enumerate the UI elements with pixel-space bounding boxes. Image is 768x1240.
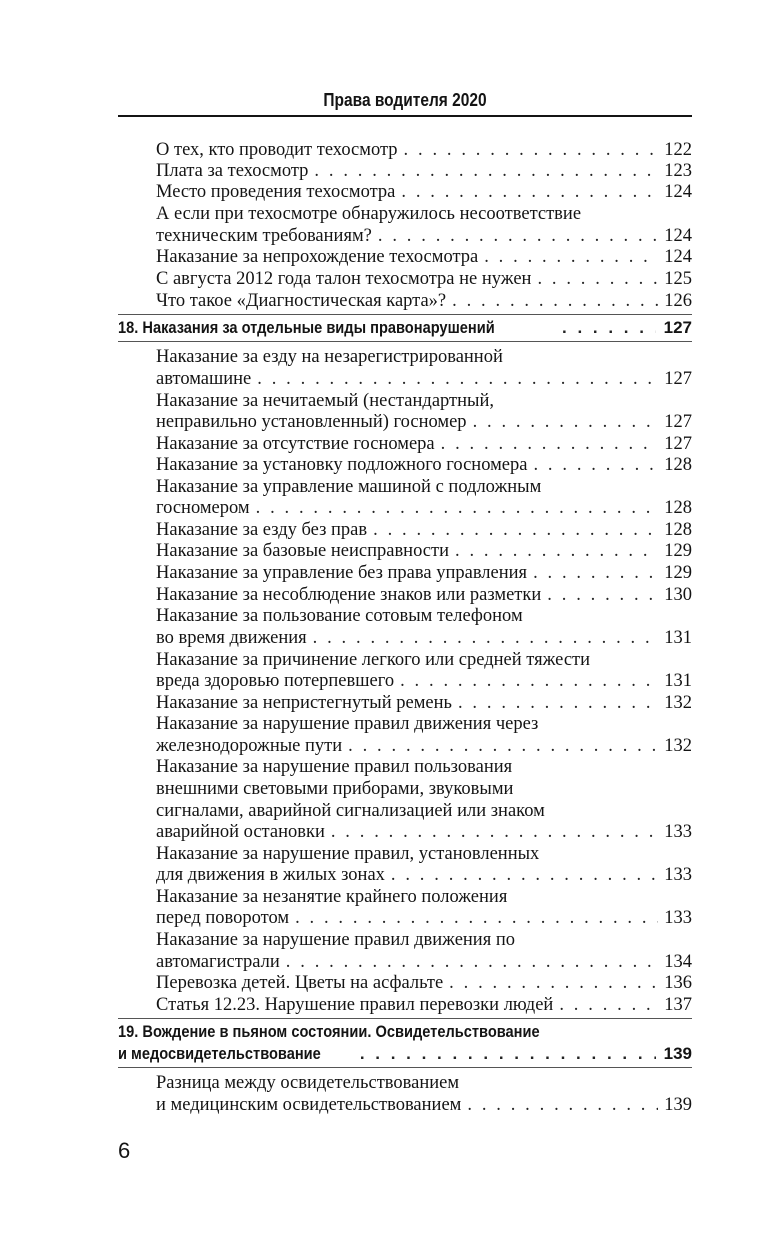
leader-dots bbox=[373, 519, 658, 541]
leader-dots bbox=[313, 627, 658, 649]
toc-entry-title: Перевозка детей. Цветы на асфальте bbox=[156, 973, 444, 993]
toc-entry-title: С августа 2012 года талон техосмотра не нужен bbox=[156, 269, 532, 289]
toc-entry[interactable] bbox=[156, 562, 692, 584]
toc-entry[interactable] bbox=[156, 519, 692, 541]
toc-entry-title: внешними световыми приборами, звуковыми bbox=[156, 779, 514, 799]
leader-dots bbox=[533, 562, 658, 584]
toc-entry-page: 122 bbox=[664, 140, 692, 160]
toc-entry-title: госномером bbox=[156, 498, 250, 518]
toc-entry-title: сигналами, аварийной сигнализацией или знаком bbox=[156, 801, 545, 821]
toc-entry[interactable] bbox=[156, 368, 692, 390]
toc-entry-title: Наказание за установку подложного госномера bbox=[156, 455, 528, 475]
toc-entry[interactable] bbox=[156, 670, 692, 692]
toc-entry[interactable] bbox=[156, 290, 692, 312]
toc-entry-title: Статья 12.23. Нарушение правил перевозки людей bbox=[156, 995, 554, 1015]
toc-entry-page: 128 bbox=[664, 498, 692, 518]
toc-entry-title: Наказание за управление машиной с подложным bbox=[156, 477, 542, 497]
toc-entry-title: Наказание за пользование сотовым телефоном bbox=[156, 606, 523, 626]
leader-dots bbox=[473, 411, 658, 433]
toc-entry-title: О тех, кто проводит техосмотр bbox=[156, 140, 398, 160]
toc-entry-page: 124 bbox=[664, 182, 692, 202]
toc-entry-title: Наказание за нарушение правил движения через bbox=[156, 714, 539, 734]
toc-entry-page: 136 bbox=[664, 973, 692, 993]
toc-entry[interactable] bbox=[156, 160, 692, 182]
toc-entry-title: во время движения bbox=[156, 628, 307, 648]
toc-entry-page: 132 bbox=[664, 693, 692, 713]
toc-entry-title: Наказание за непристегнутый ремень bbox=[156, 693, 452, 713]
toc-chapter[interactable] bbox=[118, 1043, 692, 1065]
toc-entry-line[interactable] bbox=[156, 843, 692, 865]
toc-entry[interactable] bbox=[156, 864, 692, 886]
toc-entry[interactable] bbox=[156, 972, 692, 994]
toc-chapter[interactable] bbox=[118, 317, 692, 339]
toc-entry[interactable] bbox=[156, 454, 692, 476]
section-divider bbox=[118, 314, 692, 315]
toc-entry[interactable] bbox=[156, 584, 692, 606]
toc-entry-line[interactable] bbox=[156, 605, 692, 627]
toc-entry-title: Наказание за базовые неисправности bbox=[156, 541, 449, 561]
toc-entry[interactable] bbox=[156, 540, 692, 562]
leader-dots bbox=[391, 864, 658, 886]
leader-dots bbox=[533, 454, 658, 476]
toc-entry-page: 131 bbox=[664, 628, 692, 648]
toc-entry-page: 127 bbox=[664, 412, 692, 432]
toc-chapter-title: и медосвидетельствование bbox=[118, 1044, 321, 1063]
toc-entry-page: 127 bbox=[664, 369, 692, 389]
toc-chapter-title: 18. Наказания за отдельные виды правонарушений bbox=[118, 318, 495, 337]
toc-entry-title: Место проведения техосмотра bbox=[156, 182, 396, 202]
toc-entry-line[interactable] bbox=[156, 390, 692, 412]
toc-entry[interactable] bbox=[156, 268, 692, 290]
toc-entry[interactable] bbox=[156, 433, 692, 455]
toc-entry-title: вреда здоровью потерпевшего bbox=[156, 671, 395, 691]
toc-entry-page: 133 bbox=[664, 865, 692, 885]
toc-entry[interactable] bbox=[156, 181, 692, 203]
toc-entry-page: 133 bbox=[664, 822, 692, 842]
toc-chapter-title: 19. Вождение в пьяном состоянии. Освидетельствование bbox=[118, 1022, 540, 1041]
toc-entry-page: 128 bbox=[664, 520, 692, 540]
leader-dots bbox=[562, 317, 656, 339]
toc-entry-page: 127 bbox=[664, 434, 692, 454]
toc-entry-title: автомагистрали bbox=[156, 952, 280, 972]
leader-dots bbox=[467, 1094, 658, 1116]
toc-entry[interactable] bbox=[156, 692, 692, 714]
toc-entry[interactable] bbox=[156, 627, 692, 649]
leader-dots bbox=[331, 821, 658, 843]
toc-entry-page: 131 bbox=[664, 671, 692, 691]
toc-entry-page: 139 bbox=[664, 1095, 692, 1115]
toc-entry-line[interactable] bbox=[156, 800, 692, 822]
toc-entry[interactable] bbox=[156, 994, 692, 1016]
section-divider bbox=[118, 341, 692, 342]
toc-entry-page: 128 bbox=[664, 455, 692, 475]
toc-entry-page: 123 bbox=[664, 161, 692, 181]
toc-entry-line[interactable] bbox=[156, 649, 692, 671]
toc-entry-line[interactable] bbox=[156, 1072, 692, 1094]
toc-entry-title: автомашине bbox=[156, 369, 252, 389]
toc-entry[interactable] bbox=[156, 1094, 692, 1116]
toc-entry-title: Наказание за нарушение правил движения по bbox=[156, 930, 515, 950]
leader-dots bbox=[360, 1043, 656, 1065]
leader-dots bbox=[452, 290, 658, 312]
toc-entry-page: 125 bbox=[664, 269, 692, 289]
leader-dots bbox=[257, 368, 658, 390]
toc-chapter-page: 139 bbox=[663, 1044, 692, 1063]
toc-entry-title: Наказание за нарушение правил, установленных bbox=[156, 844, 540, 864]
page-number: 6 bbox=[118, 1138, 131, 1163]
toc-entry[interactable] bbox=[156, 907, 692, 929]
toc-entry-page: 130 bbox=[664, 585, 692, 605]
toc-entry-title: Наказание за причинение легкого или средней тяжести bbox=[156, 650, 591, 670]
toc-entry-line[interactable] bbox=[156, 886, 692, 908]
toc-entry-title: Что такое «Диагностическая карта»? bbox=[156, 291, 447, 311]
section-divider bbox=[118, 1067, 692, 1068]
leader-dots bbox=[559, 994, 658, 1016]
toc-entry-title: перед поворотом bbox=[156, 908, 290, 928]
toc-entry-page: 129 bbox=[664, 563, 692, 583]
leader-dots bbox=[400, 670, 658, 692]
toc-entry-title: Наказание за управление без права управления bbox=[156, 563, 528, 583]
toc-entry-line[interactable] bbox=[156, 476, 692, 498]
toc-entry[interactable] bbox=[156, 951, 692, 973]
leader-dots bbox=[286, 951, 658, 973]
toc-entry[interactable] bbox=[156, 411, 692, 433]
running-header: Права водителя 2020 bbox=[323, 90, 487, 110]
toc-entry-title: А если при техосмотре обнаружилось несоответствие bbox=[156, 204, 582, 224]
toc-entry-page: 129 bbox=[664, 541, 692, 561]
toc-entry-page: 124 bbox=[664, 226, 692, 246]
leader-dots bbox=[404, 139, 658, 161]
toc-entry-title: Наказание за несоблюдение знаков или разметки bbox=[156, 585, 542, 605]
toc-entry[interactable] bbox=[156, 735, 692, 757]
toc-entry-line[interactable] bbox=[156, 778, 692, 800]
leader-dots bbox=[256, 497, 658, 519]
toc-entry-line[interactable] bbox=[156, 713, 692, 735]
toc-entry[interactable] bbox=[156, 497, 692, 519]
toc-entry-title: и медицинским освидетельствованием bbox=[156, 1095, 462, 1115]
toc-entry-page: 133 bbox=[664, 908, 692, 928]
toc-entry-page: 126 bbox=[664, 291, 692, 311]
toc-entry-title: Наказание за отсутствие госномера bbox=[156, 434, 435, 454]
toc-chapter-line[interactable] bbox=[118, 1021, 692, 1043]
toc-entry-title: Разница между освидетельствованием bbox=[156, 1073, 460, 1093]
toc-entry-page: 124 bbox=[664, 247, 692, 267]
toc-entry-page: 137 bbox=[664, 995, 692, 1015]
toc-entry-title: Наказание за нечитаемый (нестандартный, bbox=[156, 391, 494, 411]
leader-dots bbox=[441, 433, 658, 455]
toc-entry-line[interactable] bbox=[156, 929, 692, 951]
toc-chapter-page: 127 bbox=[663, 318, 692, 337]
toc-entry-title: железнодорожные пути bbox=[156, 736, 343, 756]
toc-entry-title: Наказание за нарушение правил пользования bbox=[156, 757, 513, 777]
leader-dots bbox=[314, 160, 658, 182]
leader-dots bbox=[484, 246, 658, 268]
toc-entry[interactable] bbox=[156, 139, 692, 161]
toc-entry-title: техническим требованиям? bbox=[156, 226, 372, 246]
toc-entry-title: Плата за техосмотр bbox=[156, 161, 309, 181]
leader-dots bbox=[295, 907, 658, 929]
leader-dots bbox=[449, 972, 658, 994]
toc-entry-page: 134 bbox=[664, 952, 692, 972]
toc-entry-line[interactable] bbox=[156, 756, 692, 778]
toc-entry-title: Наказание за непрохождение техосмотра bbox=[156, 247, 479, 267]
toc-entry-title: Наказание за незанятие крайнего положения bbox=[156, 887, 508, 907]
leader-dots bbox=[378, 225, 658, 247]
leader-dots bbox=[537, 268, 658, 290]
leader-dots bbox=[455, 540, 658, 562]
toc-entry-line[interactable] bbox=[156, 346, 692, 368]
toc-entry[interactable] bbox=[156, 821, 692, 843]
leader-dots bbox=[401, 181, 658, 203]
toc-entry-title: аварийной остановки bbox=[156, 822, 325, 842]
toc-entry[interactable] bbox=[156, 246, 692, 268]
toc-entry-title: Наказание за езду на незарегистрированной bbox=[156, 347, 503, 367]
leader-dots bbox=[348, 735, 658, 757]
toc-entry-line[interactable] bbox=[156, 203, 692, 225]
leader-dots bbox=[458, 692, 658, 714]
leader-dots bbox=[547, 584, 658, 606]
section-divider bbox=[118, 1018, 692, 1019]
toc-entry-title: неправильно установленный) госномер bbox=[156, 412, 467, 432]
toc-entry-page: 132 bbox=[664, 736, 692, 756]
toc-entry-title: для движения в жилых зонах bbox=[156, 865, 385, 885]
toc-entry[interactable] bbox=[156, 225, 692, 247]
toc-entry-title: Наказание за езду без прав bbox=[156, 520, 368, 540]
